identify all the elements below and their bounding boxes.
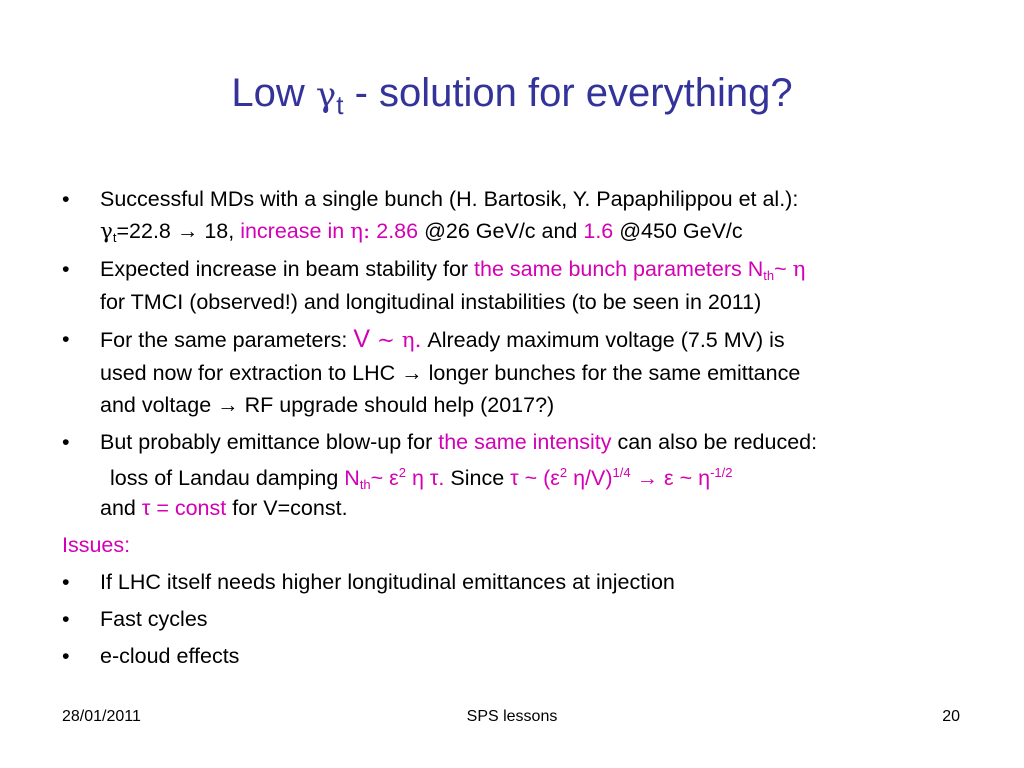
formula-line [110, 463, 982, 493]
highlight-text: the same bunch parameters N [474, 257, 764, 281]
bullet-line: used now for extraction to LHC → longer bunches for the same emittance [100, 361, 801, 385]
highlight-text: the same intensity [438, 430, 612, 454]
bullet-text: But probably emittance blow-up for [100, 430, 439, 454]
formula-highlight: τ ~ (ε [510, 466, 560, 490]
highlight-subscript: th [763, 268, 775, 283]
formula-superscript: -1/2 [710, 465, 733, 480]
bullet-text: Successful MDs with a single bunch (H. Bartosik, Y. Papaphilippou et al.): [100, 187, 799, 211]
bullet-line [100, 215, 982, 248]
title-suffix: - solution for everything? [343, 71, 793, 115]
highlight-text: ~ η. [370, 328, 422, 353]
highlight-voltage: V [353, 325, 371, 353]
formula-superscript: 1/4 [612, 465, 631, 480]
formula-highlight: τ = const [141, 496, 227, 520]
formula-subscript: th [359, 477, 371, 492]
gamma-subscript: t [112, 230, 117, 245]
bullet-line [100, 323, 982, 357]
bullet-line [100, 253, 982, 286]
bullet-text: @26 GeV/c and [418, 219, 584, 243]
bullet-item-parameters [62, 323, 982, 421]
issue-item [62, 640, 982, 672]
formula-block [62, 463, 982, 523]
highlight-text: ~ [774, 257, 793, 281]
issue-text: Fast cycles [100, 607, 208, 631]
title-prefix: Low [231, 71, 316, 115]
bullet-line: and voltage → RF upgrade should help (2017?) [100, 393, 555, 417]
highlight-value: 2.86 [370, 219, 419, 243]
title-gamma-subscript: t [336, 90, 344, 120]
eta-symbol: η: [350, 219, 371, 244]
formula-superscript: 2 [559, 465, 568, 480]
bullet-text: =22.8 → 18, [116, 219, 241, 243]
bullet-text: For the same parameters: [100, 328, 354, 352]
bullet-item-stability [62, 253, 982, 318]
issue-item [62, 566, 982, 598]
formula-highlight: ~ ε [370, 466, 399, 490]
formula-highlight: η τ. [406, 466, 445, 490]
bullet-marker: • [62, 570, 70, 594]
page-number: 20 [942, 708, 960, 725]
bullet-marker: • [62, 607, 70, 631]
bullet-item-emittance [62, 426, 982, 458]
formula-superscript: 2 [398, 465, 407, 480]
issue-item [62, 603, 982, 635]
bullet-line [100, 426, 982, 458]
formula-text: loss of Landau damping [110, 466, 345, 490]
bullet-marker: • [62, 327, 70, 351]
issue-text: If LHC itself needs higher longitudinal emittances at injection [100, 570, 675, 594]
formula-highlight: → ε ~ η [630, 466, 711, 490]
bullet-item-mds [62, 183, 982, 248]
bullet-marker: • [62, 187, 70, 211]
formula-text: Since [444, 466, 511, 490]
highlight-value: 1.6 [583, 219, 614, 243]
formula-text: and [100, 496, 142, 520]
title-gamma-symbol: γ [315, 75, 337, 115]
bullet-text: can also be reduced: [611, 430, 818, 454]
formula-line [100, 493, 982, 523]
slide-body [62, 183, 982, 677]
bullet-marker: • [62, 257, 70, 281]
issues-heading: Issues: [62, 533, 131, 557]
bullet-line: for TMCI (observed!) and longitudinal instabilities (to be seen in 2011) [100, 290, 762, 314]
highlight-text: increase in [240, 219, 351, 243]
bullet-text: @450 GeV/c [613, 219, 743, 243]
formula-highlight: N [344, 466, 360, 490]
bullet-marker: • [62, 644, 70, 668]
bullet-line [100, 183, 982, 215]
issue-text: e-cloud effects [100, 644, 240, 668]
slide-title [0, 70, 1024, 121]
formula-text: for V=const. [226, 496, 348, 520]
footer-title: SPS lessons [466, 708, 558, 725]
bullet-text: Already maximum voltage (7.5 MV) is [421, 328, 785, 352]
bullet-text: Expected increase in beam stability for [100, 257, 475, 281]
gamma-symbol: γ [100, 219, 113, 244]
bullet-marker: • [62, 430, 70, 454]
footer-date: 28/01/2011 [62, 708, 141, 725]
eta-symbol: η [792, 257, 806, 282]
formula-highlight: η/V) [567, 466, 613, 490]
